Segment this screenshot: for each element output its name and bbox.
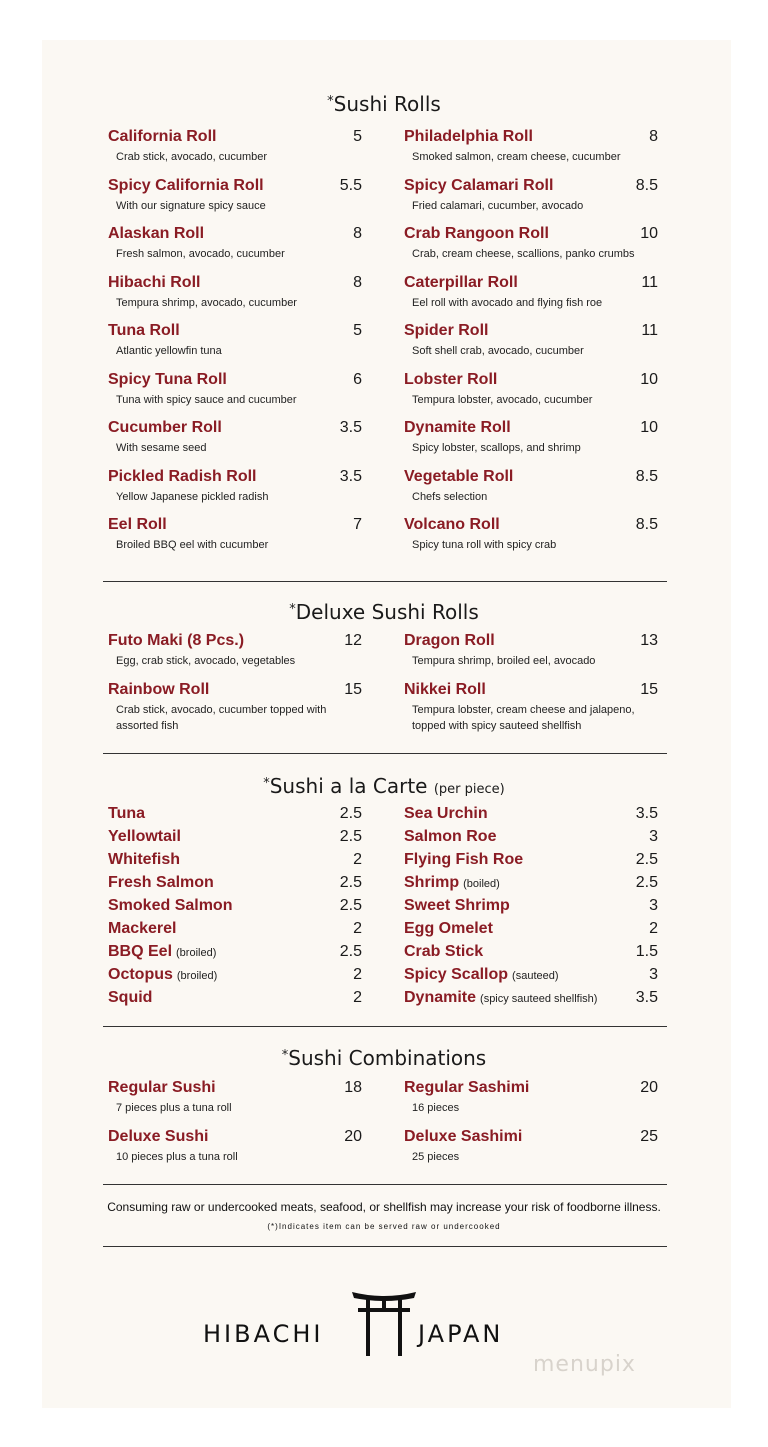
menu-item-price: 18: [344, 1079, 362, 1096]
logo-text-japan: JAPAN: [418, 1320, 504, 1348]
menu-item-price: 2.5: [339, 897, 362, 914]
menu-item-name: [108, 897, 232, 915]
menu-item-name: [404, 805, 488, 823]
menu-item-price: 2: [353, 920, 362, 937]
menu-item-name: [108, 805, 145, 823]
menu-item-name: [404, 681, 486, 699]
menu-item-name-text: Dragon Roll: [404, 632, 495, 649]
section-divider: [103, 581, 667, 582]
menu-item-name: [108, 966, 217, 984]
menu-item-name-text: BBQ Eel: [108, 943, 173, 960]
menu-item-name: [404, 322, 488, 340]
menu-item-price: 8.5: [635, 176, 658, 194]
menu-item-name-text: Spicy Tuna Roll: [108, 370, 227, 388]
menu-item-name-text: California Roll: [108, 128, 217, 145]
menu-item-price: 25: [640, 1127, 658, 1145]
menu-item-price: 5.5: [339, 176, 362, 194]
menu-item-description: Tempura shrimp, broiled eel, avocado: [412, 655, 596, 667]
menu-item-name-text: Nikkei Roll: [404, 680, 486, 698]
menu-item-price: 8: [353, 273, 362, 291]
menu-item-price: 8: [353, 225, 362, 242]
menu-item-name: [108, 989, 152, 1007]
menu-item-name: [108, 920, 177, 938]
menu-item-price: 2.5: [339, 828, 362, 845]
section-title-a-la-carte: *Sushi a la Carte (per piece): [263, 774, 505, 798]
menu-item-description: Yellow Japanese pickled radish: [116, 490, 269, 503]
menu-item-name-text: Regular Sushi: [108, 1079, 216, 1096]
menu-item-name-text: Rainbow Roll: [108, 680, 210, 698]
torii-gate-icon: [350, 1288, 418, 1358]
menu-item-description: 10 pieces plus a tuna roll: [116, 1150, 238, 1163]
menu-item-name: [108, 632, 244, 650]
menu-item-price: 12: [344, 632, 362, 649]
menu-item-description: 25 pieces: [412, 1150, 460, 1163]
menu-item-name: [404, 943, 483, 961]
menu-item-description: Atlantic yellowfin tuna: [116, 345, 222, 357]
menu-item-name: [404, 920, 493, 938]
menu-item-name: [404, 874, 500, 892]
menu-item-name: [108, 828, 181, 846]
menu-item-name: [108, 851, 180, 869]
menu-item-name-text: Deluxe Sushi: [108, 1127, 209, 1145]
menu-item-description: Crab, cream cheese, scallions, panko crumbs: [412, 248, 635, 260]
menu-item-name-text: Philadelphia Roll: [404, 128, 533, 145]
menu-item-name-text: Hibachi Roll: [108, 273, 201, 291]
section-divider: [103, 753, 667, 754]
menu-item-price: 6: [353, 370, 362, 388]
menu-item-description: 16 pieces: [412, 1102, 460, 1114]
menu-item-description: Egg, crab stick, avocado, vegetables: [116, 655, 296, 667]
menu-item-price: 10: [640, 370, 658, 388]
menu-item-name-text: Dynamite: [404, 989, 477, 1006]
menu-item-name: [404, 1128, 522, 1146]
section-title-deluxe-rolls: *Deluxe Sushi Rolls: [289, 600, 479, 624]
food-safety-disclaimer: Consuming raw or undercooked meats, seafood, or shellfish may increase your risk of foodborne illness.: [107, 1200, 661, 1214]
menu-item-name-text: Pickled Radish Roll: [108, 467, 257, 485]
menu-item-price: 2: [353, 966, 362, 983]
menu-item-price: 5: [353, 322, 362, 339]
menu-item-price: 2: [353, 851, 362, 868]
menu-item-price: 11: [641, 273, 658, 291]
menu-item-name: [108, 274, 200, 292]
menu-item-description: Eel roll with avocado and flying fish roe: [412, 296, 603, 309]
menu-item-description: With our signature spicy sauce: [116, 199, 266, 212]
section-divider: [103, 1184, 667, 1185]
menu-item-name-text: Tuna: [108, 805, 146, 822]
menu-item-name: [404, 897, 510, 915]
menu-item-name: [404, 128, 533, 146]
menu-item-description: Chefs selection: [412, 490, 488, 503]
menu-item-name-text: Tuna Roll: [108, 322, 180, 339]
menu-item-name: [404, 966, 559, 984]
menu-item-name-text: Alaskan Roll: [108, 225, 205, 242]
menu-item-name-text: Spider Roll: [404, 322, 489, 339]
menu-item-price: 2.5: [339, 874, 362, 891]
menu-item-name-text: Spicy California Roll: [108, 176, 264, 194]
menu-item-name: [108, 177, 264, 195]
menu-item-name-text: Flying Fish Roe: [404, 851, 524, 868]
menu-item-note: (broiled): [176, 947, 217, 959]
menu-item-name-text: Sweet Shrimp: [404, 897, 510, 914]
menu-item-description: Fried calamari, cucumber, avocado: [412, 199, 584, 212]
menu-item-price: 11: [641, 322, 658, 339]
menu-item-description: Crab stick, avocado, cucumber topped with assorted fish: [116, 703, 327, 732]
menu-item-description: Tempura shrimp, avocado, cucumber: [116, 296, 297, 309]
menu-item-name-text: Shrimp: [404, 874, 460, 891]
menu-item-name: [108, 468, 256, 486]
menu-item-note: (spicy sauteed shellfish): [480, 993, 598, 1005]
menu-item-name-text: Caterpillar Roll: [404, 273, 518, 291]
menu-item-name: [108, 1079, 216, 1097]
menu-item-price: 8.5: [635, 516, 658, 533]
menu-item-description: Broiled BBQ eel with cucumber: [116, 539, 269, 551]
menu-item-description: 7 pieces plus a tuna roll: [116, 1102, 232, 1114]
menu-item-name: [108, 225, 204, 243]
menu-item-price: 2.5: [339, 943, 362, 960]
menu-item-description: Spicy lobster, scallops, and shrimp: [412, 442, 581, 454]
menu-item-name: [404, 225, 549, 243]
menu-item-name: [108, 681, 209, 699]
raw-item-legend: (*)Indicates item can be served raw or undercooked: [267, 1222, 501, 1231]
menu-item-name-text: Whitefish: [108, 851, 180, 868]
menu-item-name: [404, 1079, 529, 1097]
menu-item-name: [108, 322, 180, 340]
logo-text-hibachi: HIBACHI: [203, 1320, 324, 1348]
menu-item-price: 20: [344, 1127, 362, 1145]
menu-item-name: [404, 989, 597, 1007]
menu-item-note: (boiled): [463, 878, 500, 890]
menu-item-name-text: Volcano Roll: [404, 516, 500, 533]
menu-item-description: Tempura lobster, avocado, cucumber: [412, 393, 593, 406]
menu-item-price: 10: [640, 419, 658, 436]
menu-item-name-text: Futo Maki (8 Pcs.): [108, 632, 245, 649]
menu-item-price: 15: [344, 680, 362, 698]
menu-item-name: [404, 468, 513, 486]
menu-item-price: 5: [353, 128, 362, 145]
menu-item-price: 2.5: [635, 874, 658, 891]
menu-item-name-text: Octopus: [108, 966, 173, 983]
menu-item-note: (broiled): [176, 970, 218, 982]
menu-item-name-text: Spicy Scallop: [404, 966, 509, 983]
menu-item-name: [404, 632, 495, 650]
menu-item-name-text: Smoked Salmon: [108, 897, 233, 914]
menu-item-name-text: Cucumber Roll: [108, 419, 222, 436]
watermark: menupix: [533, 1352, 636, 1377]
section-divider: [103, 1026, 667, 1027]
menu-item-price: 3.5: [635, 989, 658, 1006]
menu-item-name-text: Regular Sashimi: [404, 1079, 530, 1096]
menu-item-name-text: Dynamite Roll: [404, 419, 511, 436]
menu-item-price: 3: [649, 828, 658, 845]
menu-item-price: 20: [640, 1079, 658, 1096]
menu-item-name: [404, 177, 553, 195]
menu-item-price: 3: [649, 966, 658, 983]
menu-item-name: [108, 874, 214, 892]
section-title-combinations: *Sushi Combinations: [281, 1046, 487, 1070]
menu-item-price: 2.5: [635, 851, 658, 868]
menu-item-description: Tuna with spicy sauce and cucumber: [116, 393, 297, 406]
menu-item-name-text: Squid: [108, 989, 153, 1006]
menu-item-name: [108, 371, 227, 389]
section-divider: [103, 1246, 667, 1247]
menu-item-description: Soft shell crab, avocado, cucumber: [412, 345, 584, 357]
menu-item-description: With sesame seed: [116, 442, 207, 454]
menu-item-name-text: Lobster Roll: [404, 370, 498, 388]
menu-item-price: 8: [649, 128, 658, 145]
menu-item-name-text: Crab Stick: [404, 943, 484, 960]
menu-item-name: [404, 419, 511, 437]
menu-item-name: [108, 419, 222, 437]
menu-item-name: [404, 851, 523, 869]
menu-item-price: 8.5: [635, 467, 658, 485]
menu-item-description: Smoked salmon, cream cheese, cucumber: [412, 151, 621, 163]
menu-item-price: 15: [640, 680, 658, 698]
menu-item-name-text: Spicy Calamari Roll: [404, 176, 554, 194]
menu-item-price: 3: [649, 897, 658, 914]
menu-item-price: 7: [353, 516, 362, 533]
menu-item-price: 3.5: [339, 467, 362, 485]
menu-item-name: [404, 516, 500, 534]
menu-item-name-text: Egg Omelet: [404, 920, 493, 937]
menu-item-price: 2: [649, 920, 658, 937]
menu-item-name-text: Salmon Roe: [404, 828, 497, 845]
menu-item-name-text: Yellowtail: [108, 828, 181, 845]
menu-item-description: Spicy tuna roll with spicy crab: [412, 539, 557, 551]
menu-item-name: [404, 371, 497, 389]
menu-item-price: 3.5: [339, 419, 362, 436]
menu-item-name-text: Crab Rangoon Roll: [404, 225, 549, 242]
menu-item-price: 2: [353, 989, 362, 1006]
menu-item-name-text: Sea Urchin: [404, 805, 488, 822]
menu-item-name: [108, 943, 216, 961]
menu-item-price: 1.5: [635, 943, 658, 960]
menu-item-name-text: Fresh Salmon: [108, 874, 214, 891]
menu-item-description: Tempura lobster, cream cheese and jalapeno, topped with spicy sauteed shellfish: [412, 703, 635, 732]
menu-item-price: 2.5: [339, 805, 362, 822]
menu-item-name: [108, 128, 216, 146]
menu-item-price: 3.5: [635, 805, 658, 822]
menu-item-name: [404, 828, 496, 846]
section-title-sushi-rolls: *Sushi Rolls: [327, 92, 441, 116]
menu-item-name-text: Vegetable Roll: [404, 467, 514, 485]
menu-item-price: 13: [640, 632, 658, 649]
menu-item-name: [108, 1128, 208, 1146]
menu-item-note: (sauteed): [512, 970, 559, 982]
menu-item-description: Crab stick, avocado, cucumber: [116, 151, 268, 163]
menu-item-price: 10: [640, 225, 658, 242]
menu-item-name-text: Mackerel: [108, 920, 177, 937]
menu-item-description: Fresh salmon, avocado, cucumber: [116, 248, 285, 260]
menu-item-name: [404, 274, 518, 292]
menu-item-name-text: Eel Roll: [108, 516, 167, 533]
menu-item-name: [108, 516, 167, 534]
restaurant-logo: [0, 1288, 768, 1358]
menu-item-name-text: Deluxe Sashimi: [404, 1127, 523, 1145]
